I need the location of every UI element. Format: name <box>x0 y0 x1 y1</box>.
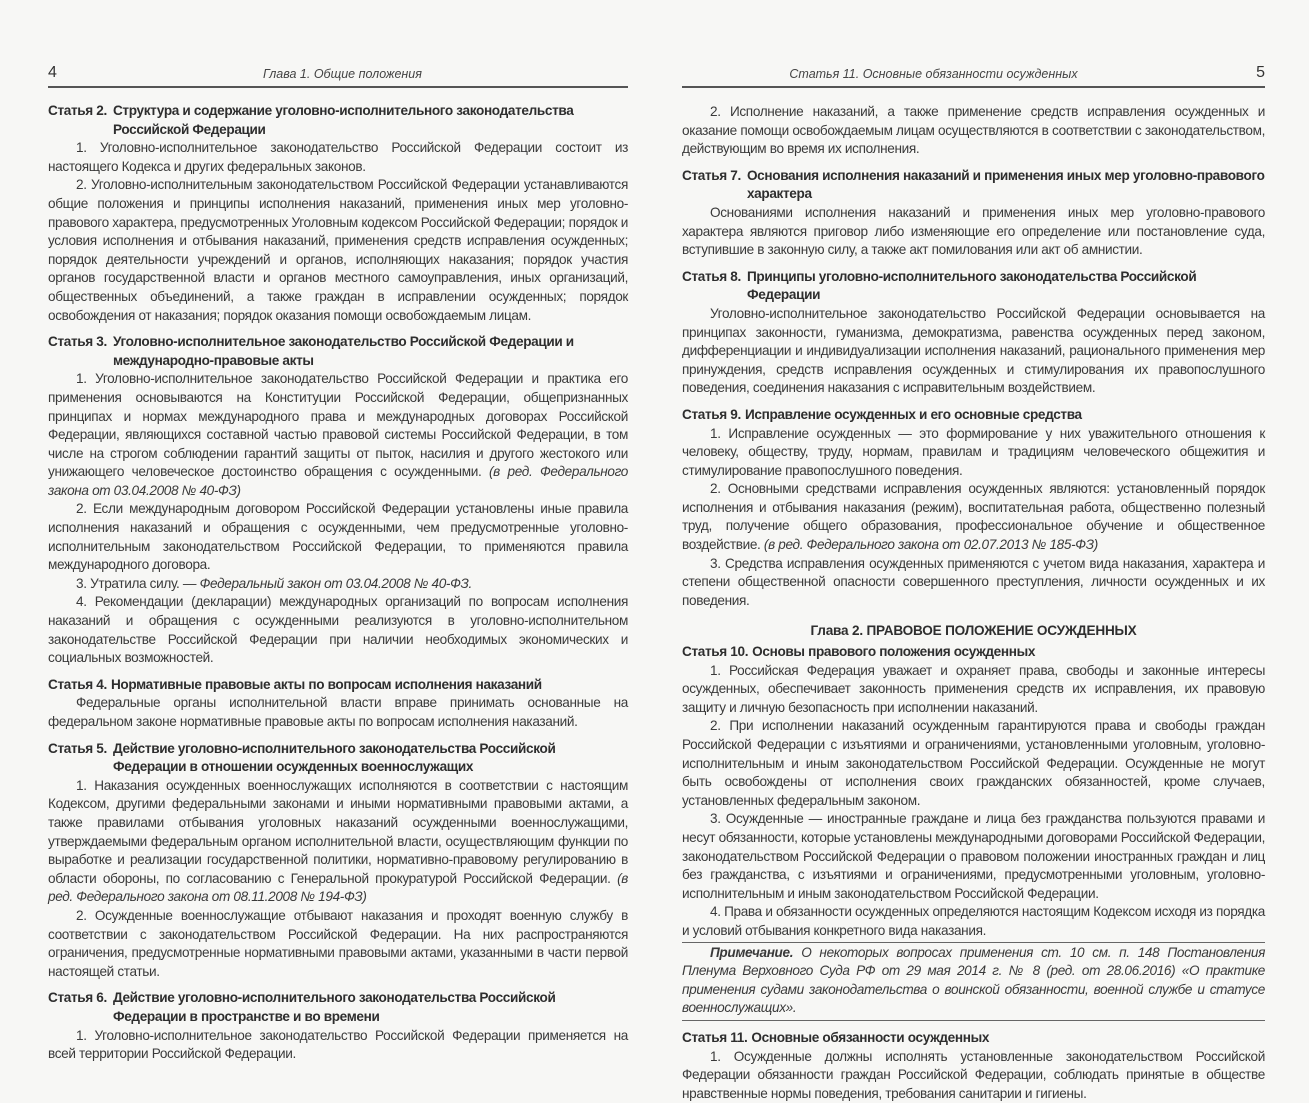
amendment-note: (в ред. Федерального закона от 03.04.2008 № 40-ФЗ) <box>48 464 628 498</box>
note-label: Примечание. <box>710 945 793 960</box>
article-number: Статья 4. <box>48 676 111 695</box>
article-heading <box>48 676 628 695</box>
paragraph: 3. Осужденные — иностранные граждане и лица без гражданства пользуются правами и несут обязанности, которые установлены международными договорами Российской Федерации, законодательством Российской Федерации о правовом положении иностранных граждан и лиц без гражданства, с изъятиями и ограничениями, предусмотренными уголовным, уголовно-исполнительным и иным законодательством Российской Федерации. <box>682 810 1265 903</box>
article-7 <box>682 167 1265 260</box>
article-8 <box>682 268 1265 398</box>
paragraph: 1. Уголовно-исполнительное законодательство Российской Федерации применяется на всей территории Российской Федерации. <box>48 1027 628 1064</box>
right-page-body <box>682 103 1265 1103</box>
paragraph: Основаниями исполнения наказаний и применения иных мер уголовно-правового характера являются приговор либо изменяющие его определение или постановление суда, вступившие в законную силу, а также акт помилования или акт об амнистии. <box>682 204 1265 260</box>
article-number: Статья 9. <box>682 406 745 425</box>
article-11 <box>682 1029 1265 1103</box>
paragraph: Уголовно-исполнительное законодательство Российской Федерации основывается на принципах законности, гуманизма, демократизма, равенства осужденных перед законом, дифференциации и индивидуализации исполнения наказаний, рационального применения мер принуждения, средств исправления осужденных и стимулирования их правопослушного поведения, соединения наказания с исправительным воздействием. <box>682 305 1265 398</box>
article-5 <box>48 740 628 982</box>
paragraph: 2. Уголовно-исполнительным законодательством Российской Федерации устанавливаются общие положения и принципы исполнения наказаний, применения иных мер уголовно-правового характера, предусмотренных Уголовным кодексом Российской Федерации; порядок и условия исполнения и отбывания наказаний, применения средств исправления осужденных; порядок деятельности учреждений и органов, исполняющих наказания; порядок участия органов государственной власти и органов местного самоуправления, иных организаций, общественных объединений, а также граждан в исправлении осужденных; порядок освобождения от наказания; порядок оказания помощи освобождаемым лицам. <box>48 176 628 325</box>
article-heading <box>48 740 628 777</box>
article-title: Нормативные правовые акты по вопросам исполнения наказаний <box>111 676 542 695</box>
article-title: Основания исполнения наказаний и применения иных мер уголовно-правового характера <box>747 167 1265 204</box>
page-number: 4 <box>48 64 57 82</box>
running-head-title: Глава 1. Общие положения <box>263 67 422 81</box>
article-title: Действие уголовно-исполнительного законодательства Российской Федерации в пространстве и во времени <box>113 989 628 1026</box>
article-title: Структура и содержание уголовно-исполнительного законодательства Российской Федерации <box>113 102 628 139</box>
article-title: Действие уголовно-исполнительного законодательства Российской Федерации в отношении осужденных военнослужащих <box>113 740 628 777</box>
article-title: Основные обязанности осужденных <box>751 1029 989 1048</box>
article-10 <box>682 643 1265 941</box>
paragraph: 2. При исполнении наказаний осужденным гарантируются права и свободы граждан Российской Федерации с изъятиями и ограничениями, установленными уголовным, уголовно-исполнительным и иным законодательством Российской Федерации. Осужденные не могут быть освобождены от исполнения своих гражданских обязанностей, кроме случаев, установленных федеральным законом. <box>682 717 1265 810</box>
paragraph: 3. Средства исправления осужденных применяются с учетом вида наказания, характера и степени общественной опасности совершенного преступления, личности осужденных и их поведения. <box>682 555 1265 611</box>
amendment-note: (в ред. Федерального закона от 02.07.2013 № 185-ФЗ) <box>764 537 1098 552</box>
article-title: Основы правового положения осужденных <box>752 643 1035 662</box>
amendment-note: (в ред. Федерального закона от 08.11.2008 № 194-ФЗ) <box>48 871 628 905</box>
paragraph: 1. Уголовно-исполнительное законодательство Российской Федерации и практика его применения основываются на Конституции Российской Федерации, общепризнанных принципах и нормах международного права и международных договорах Российской Федерации, являющихся составной частью правовой системы Российской Федерации, в том числе на строгом соблюдении гарантий защиты от пыток, насилия и другого жестокого или унижающего человеческое достоинство обращения с осужденными. (в ред. Федерального закона от 03.04.2008 № 40-ФЗ) <box>48 370 628 500</box>
note-text: Примечание. О некоторых вопросах применения ст. 10 см. п. 148 Постановления Пленума Верховного Суда РФ от 29 мая 2014 г. № 8 (ред. от 28.06.2016) «О практике применения судами законодательства о воинской обязанности, военной службе и статусе военнослужащих». <box>682 944 1265 1018</box>
article-number: Статья 5. <box>48 740 113 777</box>
paragraph: 1. Уголовно-исполнительное законодательство Российской Федерации состоит из настоящего Кодекса и других федеральных законов. <box>48 139 628 176</box>
article-heading <box>682 643 1265 662</box>
right-page <box>660 0 1309 1080</box>
article-title: Исправление осужденных и его основные средства <box>745 406 1082 425</box>
amendment-note: Федеральный закон от 03.04.2008 № 40-ФЗ. <box>200 576 472 591</box>
article-6 <box>48 989 628 1063</box>
article-number: Статья 7. <box>682 167 747 204</box>
article-heading <box>48 102 628 139</box>
paragraph: 3. Утратила силу. — Федеральный закон от 03.04.2008 № 40-ФЗ. <box>48 575 628 594</box>
article-4 <box>48 676 628 732</box>
article-heading <box>682 1029 1265 1048</box>
article-heading <box>682 268 1265 305</box>
footnote-box <box>682 942 1265 1021</box>
article-heading <box>48 333 628 370</box>
left-page-body <box>48 102 628 1064</box>
paragraph: 1. Осужденные должны исполнять установленные законодательством Российской Федерации обязанности граждан Российской Федерации, соблюдать принятые в обществе нравственные нормы поведения, требования санитарии и гигиены. <box>682 1048 1265 1103</box>
article-heading <box>48 989 628 1026</box>
paragraph: 4. Рекомендации (декларации) международных организаций по вопросам исполнения наказаний и обращения с осужденными реализуются в уголовно-исполнительном законодательстве Российской Федерации при наличии необходимых экономических и социальных возможностей. <box>48 593 628 667</box>
paragraph-continuation: 2. Исполнение наказаний, а также применение средств исправления осужденных и оказание помощи освобождаемым лицам осуществляются в соответствии с законодательством, действующим во время их исполнения. <box>682 103 1265 159</box>
article-number: Статья 11. <box>682 1029 751 1048</box>
article-number: Статья 10. <box>682 643 752 662</box>
running-head-right <box>682 62 1265 88</box>
article-3 <box>48 333 628 668</box>
article-heading <box>682 167 1265 204</box>
running-head-title: Статья 11. Основные обязанности осужденных <box>642 67 1225 81</box>
article-2 <box>48 102 628 325</box>
chapter-heading: Глава 2. ПРАВОВОЕ ПОЛОЖЕНИЕ ОСУЖДЕННЫХ <box>682 622 1265 641</box>
paragraph: 4. Права и обязанности осужденных определяются настоящим Кодексом исходя из порядка и условий отбывания конкретного вида наказания. <box>682 903 1265 940</box>
article-9 <box>682 406 1265 611</box>
left-page <box>0 0 660 1080</box>
paragraph: 1. Исправление осужденных — это формирование у них уважительного отношения к человеку, обществу, труду, нормам, правилам и традициям человеческого общежития и стимулирование правопослушного поведения. <box>682 425 1265 481</box>
paragraph: 2. Осужденные военнослужащие отбывают наказания и проходят военную службу в соответствии с законодательством Российской Федерации. На них распространяются ограничения, предусмотренные нормативными правовыми актами, указанными в части первой настоящей статьи. <box>48 907 628 981</box>
paragraph: 1. Наказания осужденных военнослужащих исполняются в соответствии с настоящим Кодексом, другими федеральными законами и иными нормативными правовыми актами, а также правилами отбывания уголовных наказаний осужденными военнослужащими, утверждаемыми федеральным органом исполнительной власти, осуществляющим функции по выработке и реализации государственной политики, нормативно-правовому регулированию в области обороны, по согласованию с Генеральной прокуратурой Российской Федерации. (в ред. Федерального закона от 08.11.2008 № 194-ФЗ) <box>48 777 628 907</box>
paragraph: 2. Если международным договором Российской Федерации установлены иные правила исполнения наказаний и обращения с осужденными, чем предусмотренные уголовно-исполнительным законодательством Российской Федерации, то применяются правила международного договора. <box>48 500 628 574</box>
page-number: 5 <box>1256 64 1265 82</box>
article-title: Уголовно-исполнительное законодательство Российской Федерации и международно-правовые акты <box>113 333 628 370</box>
article-number: Статья 6. <box>48 989 113 1026</box>
running-head-left <box>48 62 628 88</box>
article-heading <box>682 406 1265 425</box>
article-title: Принципы уголовно-исполнительного законодательства Российской Федерации <box>747 268 1265 305</box>
paragraph: 2. Основными средствами исправления осужденных являются: установленный порядок исполнения и отбывания наказания (режим), воспитательная работа, общественно полезный труд, получение общего образования, профессиональное обучение и общественное воздействие. (в ред. Федерального закона от 02.07.2013 № 185-ФЗ) <box>682 480 1265 554</box>
article-number: Статья 3. <box>48 333 113 370</box>
article-number: Статья 2. <box>48 102 113 139</box>
paragraph: 1. Российская Федерация уважает и охраняет права, свободы и законные интересы осужденных, обеспечивает законность применения средств их исправления, их правовую защиту и личную безопасность при исполнении наказаний. <box>682 662 1265 718</box>
paragraph: Федеральные органы исполнительной власти вправе принимать основанные на федеральном законе нормативные правовые акты по вопросам исполнения наказаний. <box>48 694 628 731</box>
article-number: Статья 8. <box>682 268 747 305</box>
